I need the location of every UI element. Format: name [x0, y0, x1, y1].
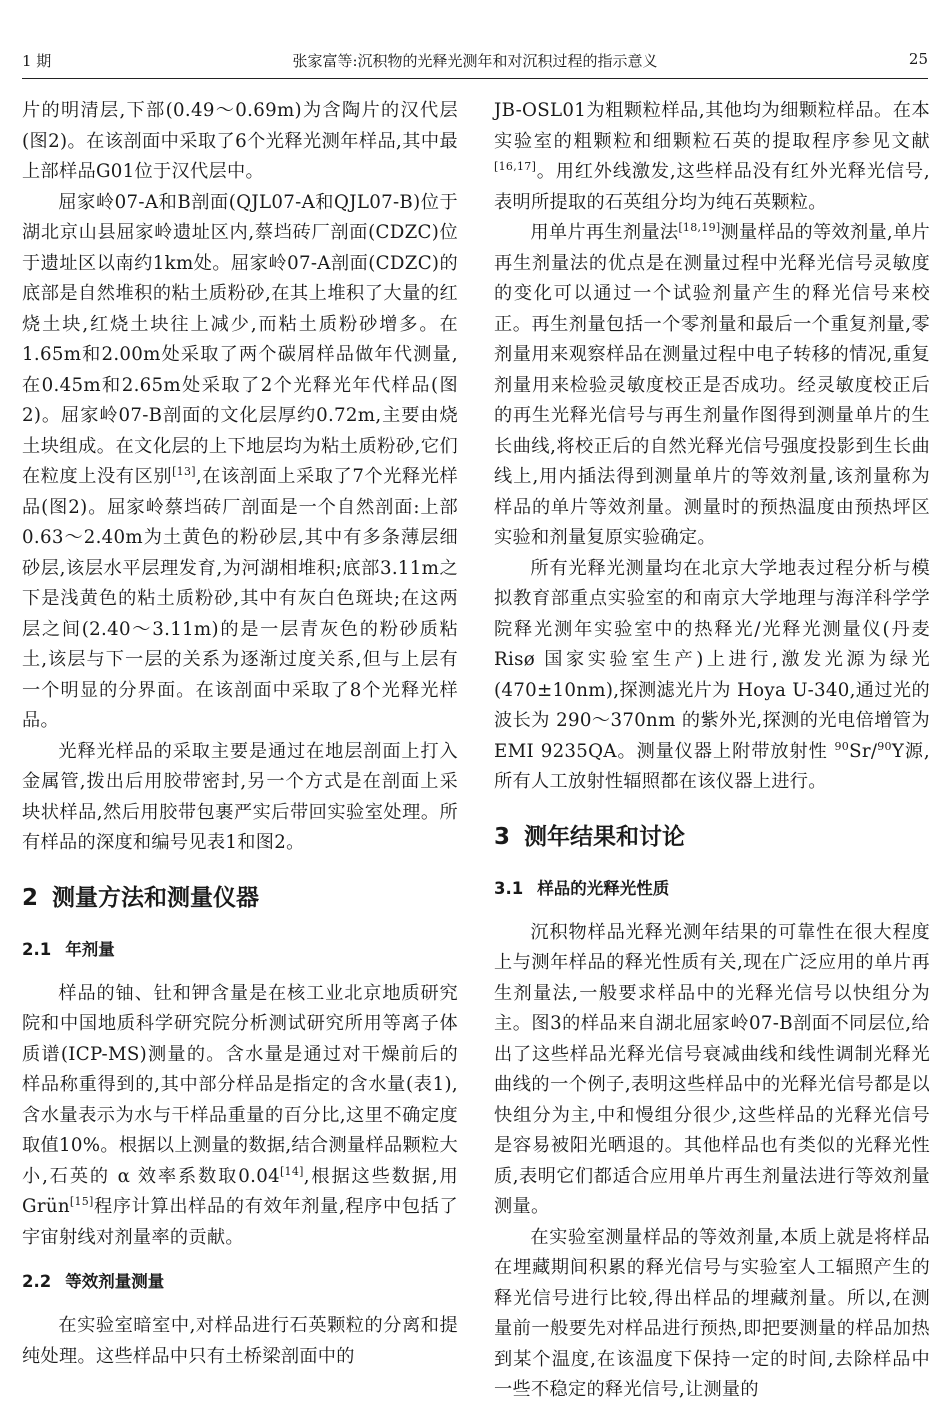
- text-run: ,在该剖面上采取了7个光释光样品(图2)。屈家岭蔡垱砖厂剖面是一个自然剖面:上部0.63～2.40m为土黄色的粉砂层,其中有多条薄层细砂层,该层水平层理发育,为河湖相堆积;底部3.11m之下是浅黄色的粘土质粉砂,其中有灰白色斑块;在这两层之间(2.40～3.11m)的是一层青灰色的粉砂质粘土,该层与下一层的关系为逐渐过度关系,但与上层有一个明显的分界面。在该剖面中采取了8个光释光样品。: [22, 466, 458, 731]
- text-run: Y源,所有人工放射性辐照都在该仪器上进行。: [494, 740, 930, 792]
- paragraph: 沉积物样品光释光测年结果的可靠性在很大程度上与测年样品的释光性质有关,现在广泛应用的单片再生剂量法,一般要求样品中的光释光信号以快组分为主。图3的样品来自湖北屈家岭07-B剖面不同层位,给出了这些样品光释光信号衰减曲线和线性调制光释光曲线的一个例子,表明这些样品中的光释光信号都是以快组分为主,中和慢组分很少,这些样品的光释光信号是容易被阳光晒退的。其他样品也有类似的光释光性质,表明它们都适合应用单片再生剂量法进行等效剂量测量。: [494, 921, 930, 1217]
- paragraph: [494, 96, 930, 218]
- right-column: [494, 96, 930, 1406]
- text-run: 屈家岭07-A和B剖面(QJL07-A和QJL07-B)位于湖北京山县屈家岭遗址区内,蔡垱砖厂剖面(CDZC)位于遗址区以南约1km处。屈家岭07-A剖面(CDZC)的底部是自然堆积的粘土质粉砂,在其上堆积了大量的红烧土块,红烧土块往上减少,而粘土质粉砂增多。在1.65m和2.00m处采取了两个碳屑样品做年代测量,在0.45m和2.65m处采取了2个光释光年代样品(图2)。屈家岭07-B剖面的文化层厚约0.72m,主要由烧土块组成。在文化层的上下地层均为粘土质粉砂,它们在粒度上没有区别: [22, 191, 458, 487]
- paragraph: [494, 218, 930, 554]
- paragraph: [22, 979, 458, 1254]
- subsection-number: 3.1: [494, 878, 524, 898]
- isotope-mass-number: 90: [834, 739, 850, 753]
- subsection-title: 年剂量: [65, 939, 115, 959]
- running-header: [22, 46, 928, 76]
- section-title: 测量方法和测量仪器: [52, 884, 260, 911]
- paragraph: 在实验室测量样品的等效剂量,本质上就是将样品在埋藏期间积累的释光信号与实验室人工辐照产生的释光信号进行比较,得出样品的埋藏剂量。所以,在测量前一般要先对样品进行预热,即把要测量的样品加热到某个温度,在该温度下保持一定的时间,去除样品中一些不稳定的释光信号,让测量的: [494, 1226, 930, 1400]
- issue-number: 1 期: [22, 52, 52, 70]
- subsection-number: 2.2: [22, 1272, 52, 1291]
- text-run: 测量样品的等效剂量,单片再生剂量法的优点是在测量过程中光释光信号灵敏度的变化可以通过一个试验剂量产生的释光信号来校正。再生剂量包括一个零剂量和最后一个重复剂量,零剂量用来观察样品在测量过程中电子转移的情况,重复剂量用来检验灵敏度校正是否成功。经灵敏度校正后的再生光释光信号与再生剂量作图得到测量单片的生长曲线,将校正后的自然光释光信号强度投影到生长曲线上,用内插法得到测量单片的等效剂量,该剂量称为样品的单片等效剂量。测量时的预热温度由预热坪区实验和剂量复原实验确定。: [494, 222, 930, 548]
- text-run: 程序计算出样品的有效年剂量,程序中包括了宇宙射线对剂量率的贡献。: [22, 1196, 458, 1248]
- citation: [13]: [172, 464, 196, 478]
- subsection-heading: [22, 937, 458, 963]
- subsection-title: 等效剂量测量: [65, 1272, 165, 1291]
- paragraph: [494, 554, 930, 798]
- citation: [16,17]: [494, 159, 537, 173]
- citation: [14]: [279, 1164, 304, 1178]
- text-run: 所有光释光测量均在北京大学地表过程分析与模拟教育部重点实验室的和南京大学地理与海洋科学学院释光测年实验室中的热释光/光释光测量仪(丹麦 Risø 国家实验室生产)上进行,激发光源为绿光(470±10nm),探测滤光片为 Hoya U-340,通过光的波长为 290～370nm 的紫外光,探测的光电倍增管为 EMI 9235QA。测量仪器上附带放射性: [494, 557, 930, 762]
- page-number: 25: [908, 50, 928, 68]
- citation: [18,19]: [678, 220, 721, 234]
- running-title: 张家富等:沉积物的光释光测年和对沉积过程的指示意义: [292, 52, 658, 70]
- paragraph: [22, 188, 458, 737]
- citation: [15]: [69, 1194, 94, 1208]
- text-run: 。用红外线激发,这些样品没有红外光释光信号,表明所提取的石英组分均为纯石英颗粒。: [494, 161, 930, 213]
- paragraph: 光释光样品的采取主要是通过在地层剖面上打入金属管,拨出后用胶带密封,另一个方式是在剖面上采块状样品,然后用胶带包裹严实后带回实验室处理。所有样品的深度和编号见表1和图2。: [22, 740, 458, 853]
- paragraph: 片的明清层,下部(0.49～0.69m)为含陶片的汉代层(图2)。在该剖面中采取了6个光释光测年样品,其中最上部样品G01位于汉代层中。: [22, 100, 458, 182]
- text-run: 样品的铀、钍和钾含量是在核工业北京地质研究院和中国地质科学研究院分析测试研究所用等离子体质谱(ICP-MS)测量的。含水量是通过对干燥前后的样品称重得到的,其中部分样品是指定的含水量(表1),含水量表示为水与干样品重量的百分比,这里不确定度取值10%。根据以上测量的数据,结合测量样品颗粒大小,石英的 α 效率系数取0.04: [22, 982, 458, 1187]
- header-rule: [22, 78, 928, 79]
- section-heading: [22, 883, 458, 913]
- subsection-number: 2.1: [22, 939, 52, 959]
- section-heading: [494, 822, 930, 852]
- text-run: 用单片再生剂量法: [530, 222, 679, 243]
- left-column: [22, 96, 458, 1372]
- subsection-title: 样品的光释光性质: [537, 878, 670, 898]
- section-number: 2: [22, 884, 39, 911]
- subsection-heading: [22, 1269, 458, 1295]
- text-run: Sr/: [849, 740, 878, 762]
- paragraph: 在实验室暗室中,对样品进行石英颗粒的分离和提纯处理。这些样品中只有土桥梁剖面中的: [22, 1315, 458, 1367]
- text-run: ,根据这些数据,用Grün: [22, 1165, 458, 1217]
- subsection-heading: [494, 876, 930, 902]
- isotope-mass-number: 90: [877, 739, 892, 753]
- section-title: 测年结果和讨论: [524, 823, 686, 850]
- section-number: 3: [494, 823, 511, 850]
- text-run: JB-OSL01为粗颗粒样品,其他均为细颗粒样品。在本实验室的粗颗粒和细颗粒石英的提取程序参见文献: [494, 100, 930, 152]
